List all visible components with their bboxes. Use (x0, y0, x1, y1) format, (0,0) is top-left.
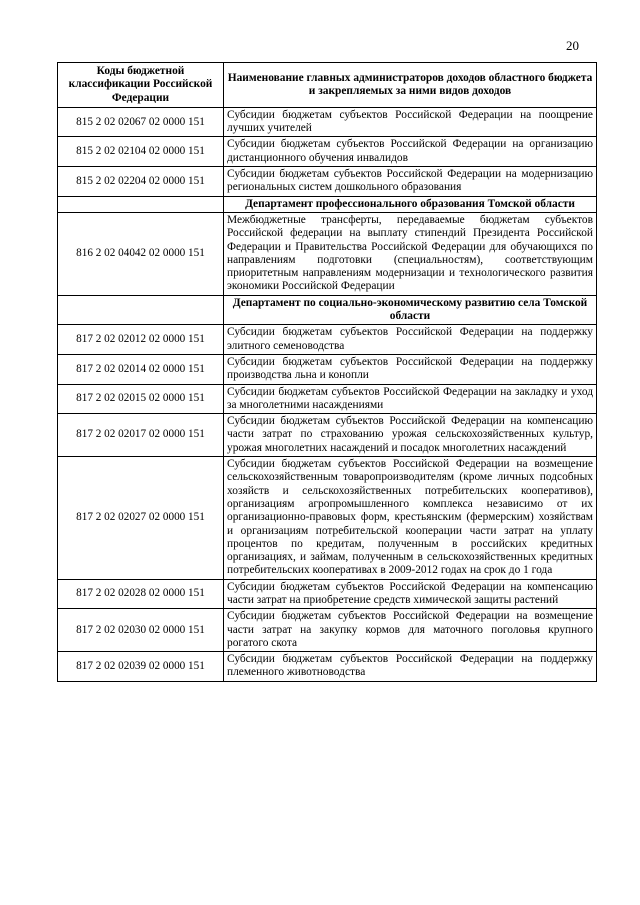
table-row (58, 609, 597, 652)
table-row (58, 107, 597, 137)
budget-code-cell (58, 295, 224, 325)
table-row (58, 325, 597, 355)
revenue-description-cell: Субсидии бюджетам субъектов Российской Федерации на компенсацию части затрат на приобретение средств химической защиты растений (224, 579, 597, 609)
table-row (58, 384, 597, 414)
budget-code-cell: 817 2 02 02017 02 0000 151 (58, 414, 224, 457)
budget-code-cell: 817 2 02 02027 02 0000 151 (58, 457, 224, 580)
budget-code-cell: 817 2 02 02015 02 0000 151 (58, 384, 224, 414)
budget-code-cell (58, 196, 224, 212)
budget-code-cell: 815 2 02 02104 02 0000 151 (58, 137, 224, 167)
revenue-description-cell: Межбюджетные трансферты, передаваемые бюджетам субъектов Российской федерации на выплату стипендий Президента Российской Федерации и Правительства Российской Федерации для обучающихся по направлениям подготовки (специальностям), соответствующим приоритетным направлениям модернизации и технологического развития экономики Российской Федерации (224, 212, 597, 295)
table-row (58, 579, 597, 609)
header-name-column: Наименование главных администраторов доходов областного бюджета и закрепляемых за ними видов доходов (224, 63, 597, 108)
table-row (58, 137, 597, 167)
table-body (58, 107, 597, 681)
department-row (58, 295, 597, 325)
revenue-description-cell: Субсидии бюджетам субъектов Российской Федерации на поддержку производства льна и конопли (224, 354, 597, 384)
page-number: 20 (566, 38, 579, 53)
revenue-description-cell: Субсидии бюджетам субъектов Российской Федерации на поощрение лучших учителей (224, 107, 597, 137)
table-row (58, 652, 597, 682)
table-header-row (58, 63, 597, 108)
budget-code-cell: 817 2 02 02028 02 0000 151 (58, 579, 224, 609)
table-row (58, 167, 597, 197)
table-row (58, 414, 597, 457)
revenue-description-cell: Субсидии бюджетам субъектов Российской Федерации на поддержку элитного семеноводства (224, 325, 597, 355)
header-code-column: Коды бюджетной классификации Российской Федерации (58, 63, 224, 108)
budget-code-cell: 817 2 02 02030 02 0000 151 (58, 609, 224, 652)
budget-code-cell: 816 2 02 04042 02 0000 151 (58, 212, 224, 295)
budget-code-cell: 817 2 02 02014 02 0000 151 (58, 354, 224, 384)
revenue-description-cell: Субсидии бюджетам субъектов Российской Федерации на организацию дистанционного обучения инвалидов (224, 137, 597, 167)
department-row (58, 196, 597, 212)
department-name-cell: Департамент по социально-экономическому развитию села Томской области (224, 295, 597, 325)
budget-code-cell: 817 2 02 02012 02 0000 151 (58, 325, 224, 355)
revenue-description-cell: Субсидии бюджетам субъектов Российской Федерации на поддержку племенного животноводства (224, 652, 597, 682)
revenue-description-cell: Субсидии бюджетам субъектов Российской Федерации на компенсацию части затрат по страхованию урожая сельскохозяйственных культур, урожая многолетних насаждений и посадок многолетних насаждений (224, 414, 597, 457)
table-row (58, 457, 597, 580)
revenue-description-cell: Субсидии бюджетам субъектов Российской Федерации на закладку и уход за многолетними насаждениями (224, 384, 597, 414)
revenue-description-cell: Субсидии бюджетам субъектов Российской Федерации на модернизацию региональных систем дошкольного образования (224, 167, 597, 197)
revenue-description-cell: Субсидии бюджетам субъектов Российской Федерации на возмещение сельскохозяйственным товаропроизводителям (кроме личных подсобных хозяйств и сельскохозяйственных потребительских кооперативов), организациям агропромышленного комплекса независимо от их организационно-правовых форм, крестьянским (фермерским) хозяйствам и организациям потребительской кооперации части затрат на уплату процентов по кредитам, полученным в российских кредитных организациях, и займам, полученным в сельскохозяйственных кредитных потребительских кооперативах в 2009-2012 годах на срок до 1 года (224, 457, 597, 580)
budget-code-cell: 815 2 02 02067 02 0000 151 (58, 107, 224, 137)
budget-code-cell: 815 2 02 02204 02 0000 151 (58, 167, 224, 197)
budget-code-cell: 817 2 02 02039 02 0000 151 (58, 652, 224, 682)
revenue-description-cell: Субсидии бюджетам субъектов Российской Федерации на возмещение части затрат на закупку кормов для маточного поголовья крупного рогатого скота (224, 609, 597, 652)
table-row (58, 354, 597, 384)
table-row (58, 212, 597, 295)
budget-codes-table (57, 62, 597, 682)
department-name-cell: Департамент профессионального образования Томской области (224, 196, 597, 212)
